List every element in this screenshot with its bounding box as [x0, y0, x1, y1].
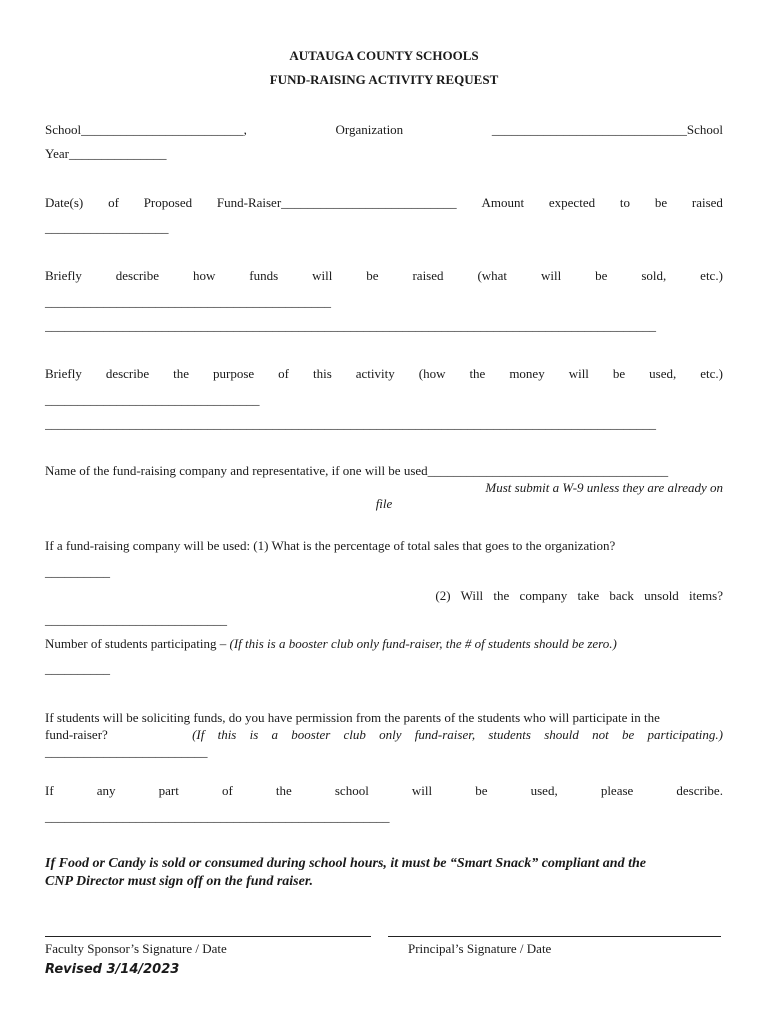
unsold-items-question: (2) Will the company take back unsold items? — [435, 588, 723, 603]
word: (what — [477, 268, 508, 283]
amount-expected-field[interactable]: ___________________ — [45, 220, 169, 235]
fund-raiser-date-field[interactable]: Fund-Raiser___________________________ — [216, 195, 457, 210]
form-title: FUND-RAISING ACTIVITY REQUEST — [269, 72, 499, 87]
fund-raiser-label: fund-raiser? — [45, 727, 108, 742]
word: this — [312, 366, 332, 381]
funds-raised-field[interactable]: ____________________________________________ — [45, 294, 331, 309]
percentage-field[interactable]: __________ — [45, 564, 110, 579]
word: money — [509, 366, 545, 381]
students-label: Number of students participating – — [45, 636, 230, 651]
word: Briefly — [45, 366, 82, 381]
word: will — [411, 783, 433, 798]
word: be — [595, 268, 608, 283]
word: to — [619, 195, 631, 210]
word: be — [475, 783, 488, 798]
word: be — [654, 195, 668, 210]
word: expected — [548, 195, 596, 210]
percentage-label: If a fund-raising company will be used: (1) What is the percentage of total sales that goes to the organization? — [45, 538, 616, 553]
permission-note: (If this is a booster club only fund-raiser, students should not be participating.) — [192, 727, 723, 742]
word: be — [366, 268, 379, 283]
principal-signature-label: Principal’s Signature / Date — [408, 941, 552, 956]
word: If — [45, 783, 54, 798]
principal-signature-line[interactable] — [388, 936, 721, 937]
smart-snack-notice-cont: CNP Director must sign off on the fund raiser. — [45, 874, 313, 889]
students-field[interactable]: __________ — [45, 661, 110, 676]
faculty-signature-label: Faculty Sponsor’s Signature / Date — [45, 941, 227, 956]
word: please — [600, 783, 634, 798]
funds-raised-line — [45, 268, 723, 284]
organization-field[interactable]: ______________________________School — [491, 122, 723, 137]
word: used, — [530, 783, 558, 798]
word: will — [568, 366, 589, 381]
revised-date: Revised 3/14/2023 — [45, 962, 180, 977]
w9-note: Must submit a W-9 unless they are already on — [485, 480, 723, 495]
percentage-question — [45, 538, 723, 554]
word: of — [108, 195, 119, 210]
company-name-field[interactable]: Name of the fund-raising company and representative, if one will be used_____________________________________ — [45, 463, 669, 478]
word: activity — [355, 366, 395, 381]
word: part — [158, 783, 179, 798]
permission-field[interactable]: _________________________ — [45, 744, 208, 759]
school-org-line — [45, 122, 723, 138]
organization-label: Organization — [335, 122, 404, 137]
word: raised — [691, 195, 723, 210]
purpose-line — [45, 366, 723, 382]
school-use-line — [45, 783, 723, 799]
word: any — [96, 783, 116, 798]
word: used, — [649, 366, 677, 381]
word: raised — [412, 268, 444, 283]
faculty-signature-line[interactable] — [45, 936, 371, 937]
word: Date(s) — [45, 195, 84, 210]
word: how — [192, 268, 216, 283]
district-title: AUTAUGA COUNTY SCHOOLS — [289, 48, 479, 63]
word: describe. — [676, 783, 723, 798]
word: Briefly — [45, 268, 82, 283]
permission-question-cont — [45, 727, 723, 743]
word: describe — [115, 268, 160, 283]
word: of — [278, 366, 289, 381]
word: the — [275, 783, 292, 798]
purpose-field-2[interactable]: ______________________________________________________________________________________________ — [45, 416, 656, 431]
smart-snack-notice: If Food or Candy is sold or consumed during school hours, it must be “Smart Snack” compliant and the — [45, 856, 646, 871]
booster-note: (If this is a booster club only fund-raiser, the # of students should be zero.) — [229, 636, 617, 651]
word: sold, — [641, 268, 667, 283]
word: the — [173, 366, 189, 381]
school-year-field[interactable]: Year_______________ — [45, 146, 167, 161]
school-use-field[interactable]: _____________________________________________________ — [45, 809, 390, 824]
word: will — [540, 268, 562, 283]
students-participating-line — [45, 636, 723, 652]
dates-line — [45, 195, 723, 211]
w9-note-cont: file — [375, 496, 393, 511]
word: will — [312, 268, 333, 283]
word: school — [334, 783, 369, 798]
unsold-items-field[interactable]: ____________________________ — [45, 612, 227, 627]
funds-raised-field-2[interactable]: ______________________________________________________________________________________________ — [45, 318, 656, 333]
word: the — [469, 366, 486, 381]
school-field[interactable]: School_________________________, — [45, 122, 247, 137]
word: etc.) — [700, 268, 723, 283]
word: (how — [418, 366, 446, 381]
permission-question: If students will be soliciting funds, do you have permission from the parents of the students who will participate in the — [45, 710, 660, 725]
word: Amount — [481, 195, 525, 210]
purpose-field[interactable]: _________________________________ — [45, 392, 260, 407]
word: describe — [105, 366, 150, 381]
word: Proposed — [143, 195, 193, 210]
word: be — [612, 366, 626, 381]
word: of — [221, 783, 233, 798]
word: etc.) — [700, 366, 723, 381]
word: funds — [249, 268, 279, 283]
word: purpose — [212, 366, 255, 381]
